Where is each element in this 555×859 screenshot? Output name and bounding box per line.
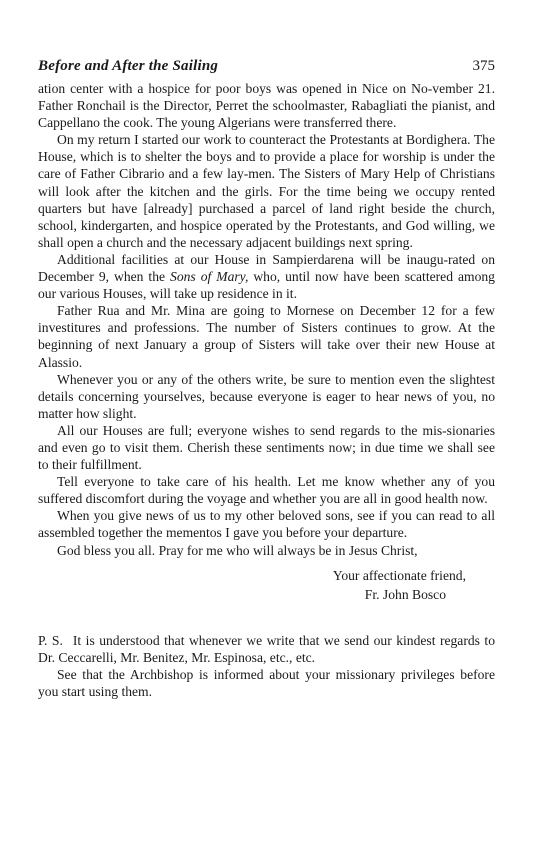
paragraph-write-news: Whenever you or any of the others write, be sure to mention even the slightest details concerning yourselves, because everyone is eager to hear news of you, no matter how slight. xyxy=(38,371,495,421)
running-title: Before and After the Sailing xyxy=(38,58,219,74)
postscript-text: It is understood that whenever we write that we send our kindest regards to Dr. Ceccarelli, Mr. Benitez, Mr. Espinosa, etc., etc. xyxy=(38,632,495,665)
paragraph-mornese: Father Rua and Mr. Mina are going to Mornese on December 12 for a few investitures and professions. The number of Sisters continues to grow. At the beginning of next January a group of Sisters will take over their new House at Alassio. xyxy=(38,303,495,370)
postscript-second: See that the Archbishop is informed about your missionary privileges before you start using them. xyxy=(38,667,495,700)
closing-salutation: Your affectionate friend, xyxy=(332,567,466,583)
postscript-lead xyxy=(38,632,495,666)
emphasized-text: Sons of Mary, xyxy=(170,269,249,285)
running-header xyxy=(38,58,495,75)
paragraph-continued: ation center with a hospice for poor boys was opened in Nice on No-vember 21. Father Ronchail is the Director, Perret the schoolmaster, Rabagliati the pianist, and Cappellano the cook. The young Algerians were transferred there. xyxy=(38,81,495,131)
paragraph-sampierdarena xyxy=(38,251,495,302)
paragraph-blessing: God bless you all. Pray for me who will always be in Jesus Christ, xyxy=(57,542,418,558)
page-number: 375 xyxy=(472,58,495,74)
paragraph-text: who, until now have been scattered among our various Houses, will take up residence in it. xyxy=(38,269,495,302)
paragraph-text: Additional facilities at our House in Sampierdarena will be inaugu-rated on December 9, when the xyxy=(38,251,495,285)
paragraph-mementos: When you give news of us to my other beloved sons, see if you can read to all assembled together the mementos I gave you before your departure. xyxy=(38,508,495,541)
paragraph-houses-full: All our Houses are full; everyone wishes to send regards to the mis-sionaries and even go to visit them. Cherish these sentiments now; in due time we shall see to their fulfillment. xyxy=(38,422,495,473)
paragraph-bordighera: On my return I started our work to counteract the Protestants at Bordighera. The House, which is to shelter the boys and to provide a place for worship is under the care of Father Cibrario and a few lay-men. The Sisters of Mary Help of Christians will look after the kitchen and the girls. For the time being we occupy rented quarters but have [already] purchased a parcel of land right beside the church, school, kindergarten, and hospice operated by the Protestants, and God willing, we shall open a church and the necessary adjacent buildings next spring. xyxy=(38,132,495,250)
signature: Fr. John Bosco xyxy=(364,586,446,602)
postscript-tag: P. S. xyxy=(38,632,63,648)
letter-closing xyxy=(38,567,495,603)
postscript xyxy=(38,632,495,700)
page-body xyxy=(38,80,495,700)
paragraph-health: Tell everyone to take care of his health. Let me know whether any of you suffered discomfort during the voyage and whether you are all in good health now. xyxy=(38,474,495,507)
